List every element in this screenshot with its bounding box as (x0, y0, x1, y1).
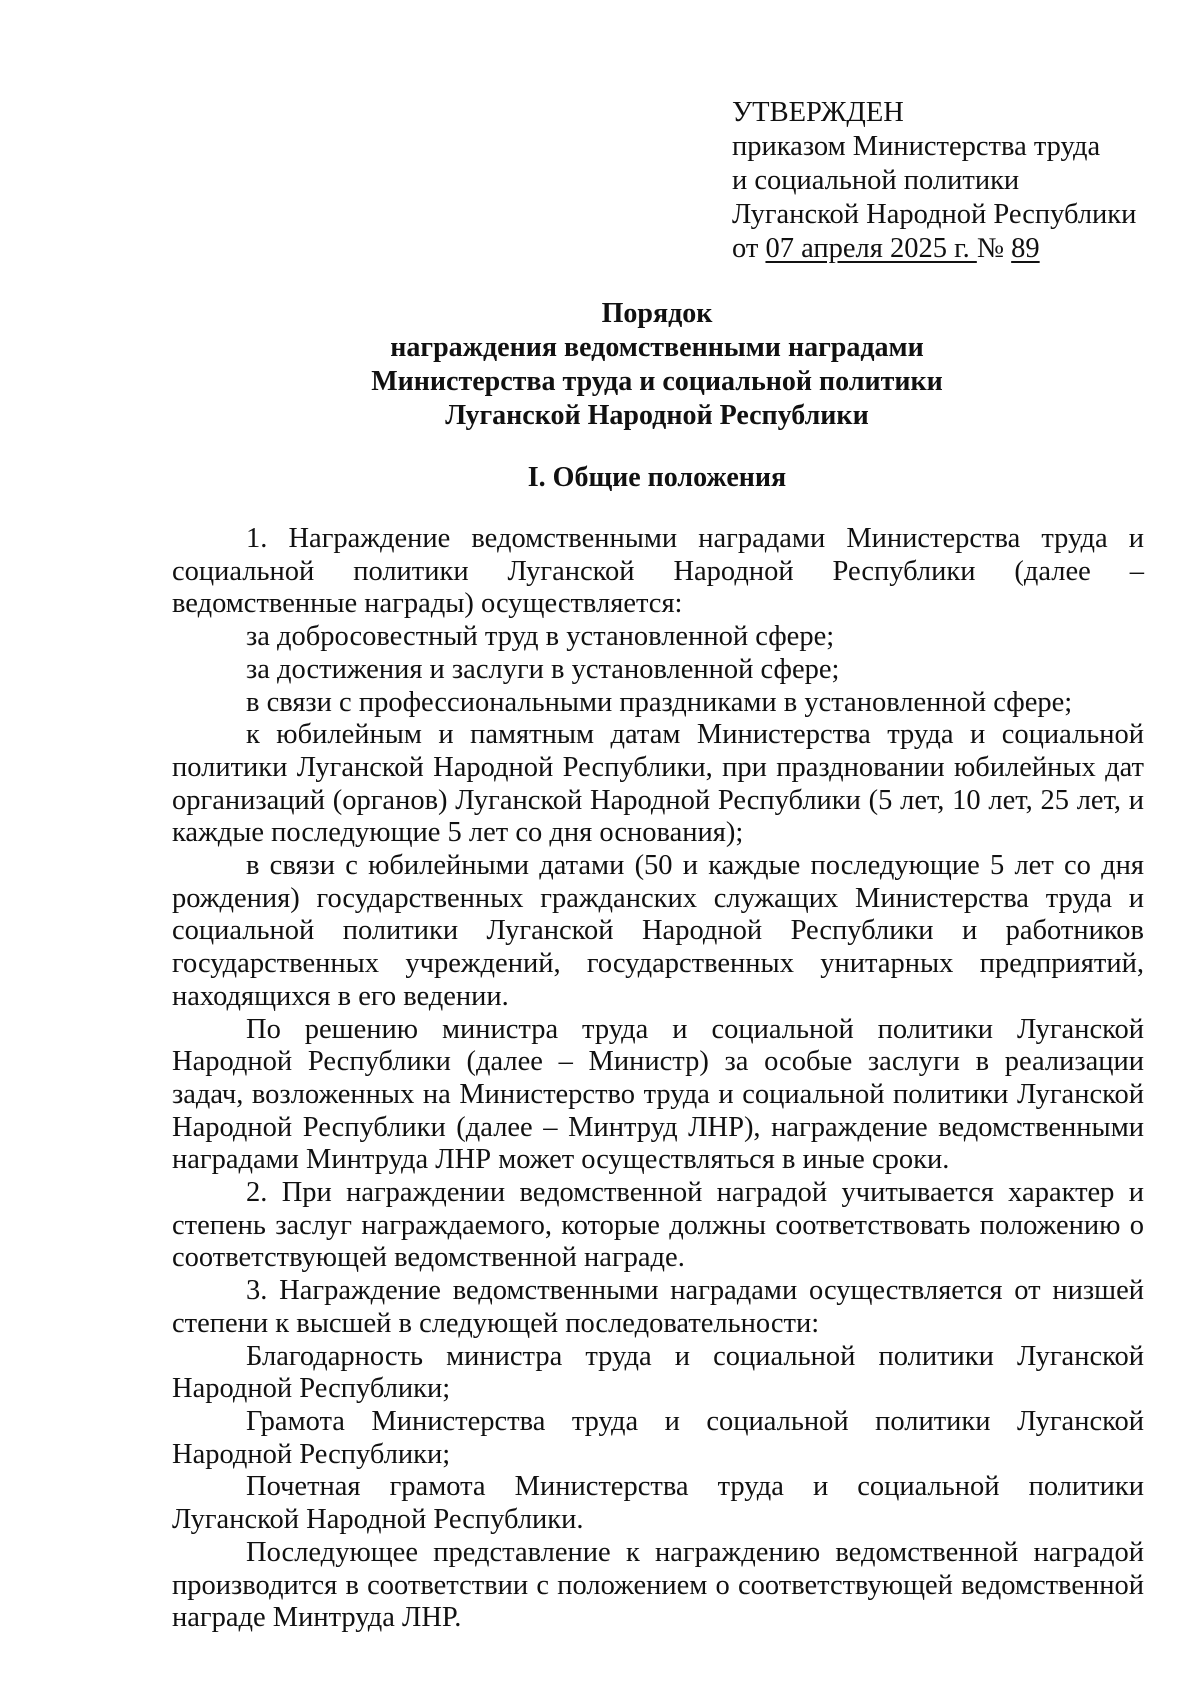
title-line-2: награждения ведомственными наградами (390, 332, 924, 363)
approval-date: 07 апреля 2025 г. (765, 233, 977, 264)
approval-date-line (732, 232, 1172, 266)
title-line-1: Порядок (601, 298, 713, 329)
approval-line-ministry: и социальной политики (732, 165, 1020, 196)
paragraph: за добросовестный труд в установленной сфере; (246, 621, 835, 653)
section-heading: I. Общие положения (527, 462, 787, 493)
paragraph: 3. Награждение ведомственными наградами осуществляется от низшей степени к высшей в следующей последовательности: (172, 1275, 1144, 1339)
paragraph: в связи с юбилейными датами (50 и каждые последующие 5 лет со дня рождения) государственных гражданских служащих Министерства труда и социальной политики Луганской Народной Республики и работников государственных учреждений, государственных унитарных предприятий, находящихся в его ведении. (172, 850, 1144, 1012)
approval-line-republic: Луганской Народной Республики (732, 199, 1137, 230)
approval-number: 89 (1011, 233, 1040, 264)
paragraph: Последующее представление к награждению ведомственной наградой производится в соответствии с положением о соответствующей ведомственной награде Минтруда ЛНР. (172, 1536, 1144, 1634)
paragraph: 2. При награждении ведомственной наградой учитывается характер и степень заслуг награждаемого, которые должны соответствовать положению о соответствующей ведомственной награде. (172, 1177, 1144, 1274)
title-line-4: Луганской Народной Республики (445, 400, 869, 431)
paragraph: По решению министра труда и социальной политики Луганской Народной Республики (далее – Министр) за особые заслуги в реализации задач, возложенных на Министерство труда и социальной политики Луганской Народной Республики (далее – Минтруд ЛНР), награждение ведомственными наградами Минтруда ЛНР может осуществляться в иные сроки. (172, 1013, 1144, 1176)
approval-stamp-block (732, 96, 1172, 266)
title-line-3: Министерства труда и социальной политики (371, 366, 943, 397)
document-title (170, 297, 1144, 433)
approval-number-prefix: № (976, 233, 1012, 264)
paragraph: Почетная грамота Министерства труда и социальной политики Луганской Народной Республики. (172, 1471, 1144, 1536)
document-body (172, 523, 1144, 1635)
paragraph: 1. Награждение ведомственными наградами Министерства труда и социальной политики Луганской Народной Республики (далее – ведомственные награды) осуществляется: (172, 523, 1144, 620)
approval-heading: УТВЕРЖДЕН (732, 97, 904, 128)
paragraph: в связи с профессиональными праздниками в установленной сфере; (246, 686, 1073, 718)
paragraph: Благодарность министра труда и социальной политики Луганской Народной Республики; (172, 1340, 1144, 1405)
paragraph: к юбилейным и памятным датам Министерства труда и социальной политики Луганской Народной Республики, при праздновании юбилейных дат организаций (органов) Луганской Народной Республики (5 лет, 10 лет, 25 лет, и каждые последующие 5 лет со дня основания); (172, 719, 1144, 849)
paragraph: за достижения и заслуги в установленной сфере; (246, 653, 840, 685)
approval-line-order: приказом Министерства труда (732, 131, 1101, 162)
paragraph: Грамота Министерства труда и социальной политики Луганской Народной Республики; (172, 1405, 1144, 1470)
approval-date-prefix: от (732, 233, 766, 264)
